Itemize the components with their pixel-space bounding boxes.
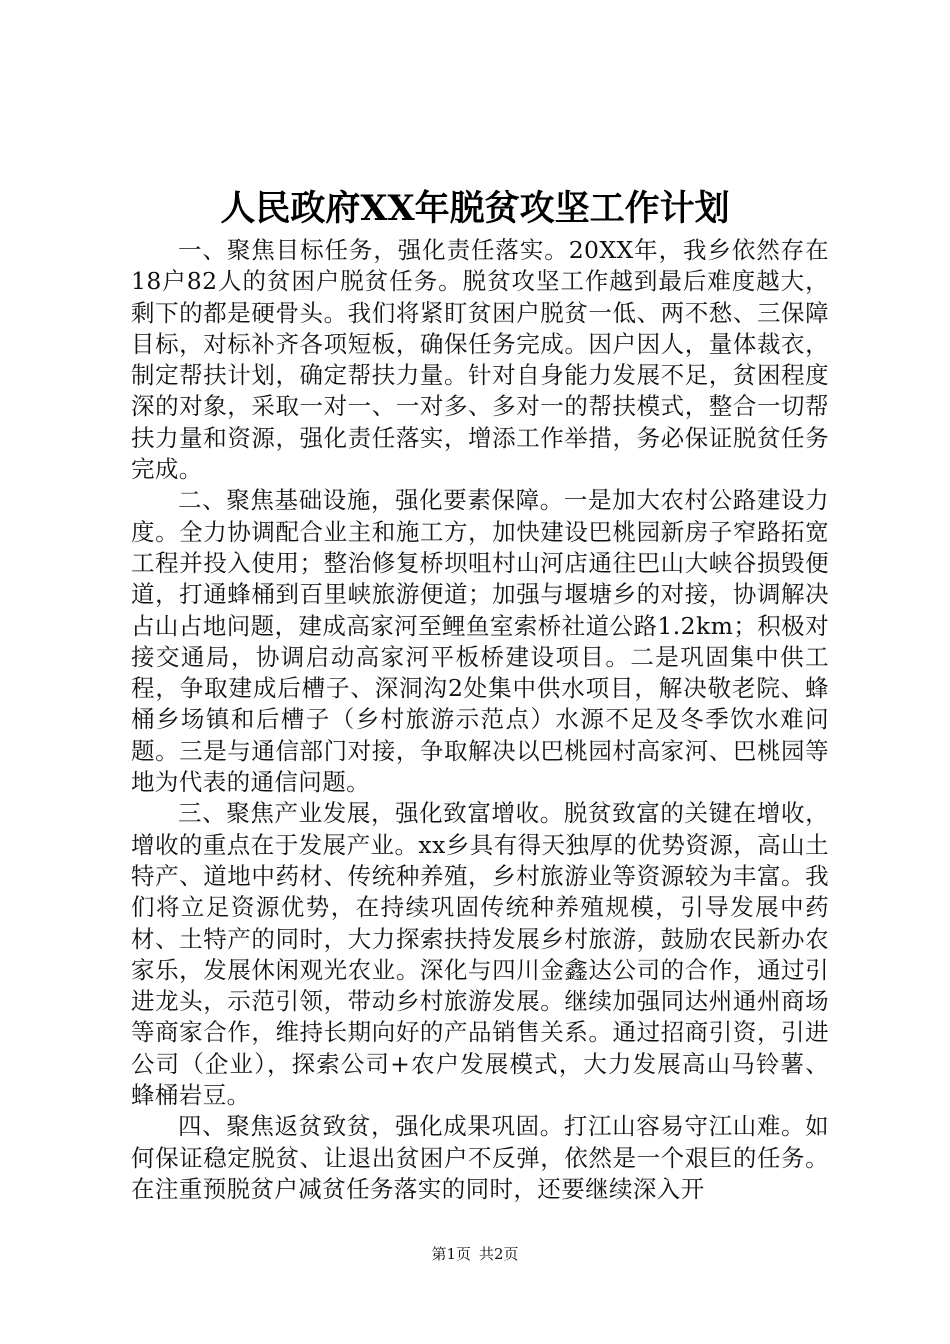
page-number: 第1页 bbox=[431, 1245, 471, 1263]
document-title: 人民政府XX年脱贫攻坚工作计划 bbox=[220, 188, 730, 229]
paragraph-4: 四、聚焦返贫致贫，强化成果巩固。打江山容易守江山难。如何保证稳定脱贫、让退出贫困户不反弹，依然是一个艰巨的任务。在注重预脱贫户减贫任务落实的同时，还要继续深入开 bbox=[131, 1112, 829, 1203]
paragraph-2: 二、聚焦基础设施，强化要素保障。一是加大农村公路建设力度。全力协调配合业主和施工方，加快建设巴桃园新房子窄路拓宽工程并投入使用；整治修复桥坝咀村山河店通往巴山大峡谷损毁便道，打通蜂桶到百里峡旅游便道；加强与堰塘乡的对接，协调解决占山占地问题，建成高家河至鲤鱼室索桥社道公路1.2km；积极对接交通局，协调启动高家河平板桥建设项目。二是巩固集中供工程，争取建成后槽子、深洞沟2处集中供水项目，解决敬老院、蜂桶乡场镇和后槽子（乡村旅游示范点）水源不足及冬季饮水难问题。三是与通信部门对接，争取解决以巴桃园村高家河、巴桃园等地为代表的通信问题。 bbox=[131, 486, 829, 797]
page-total: 共2页 bbox=[479, 1245, 519, 1263]
document-body bbox=[131, 235, 829, 1205]
paragraph-3: 三、聚焦产业发展，强化致富增收。脱贫致富的关键在增收，增收的重点在于发展产业。xx乡具有得天独厚的优势资源，高山土特产、道地中药材、传统种养殖，乡村旅游业等资源较为丰富。我们将立足资源优势，在持续巩固传统种养殖规模，引导发展中药材、土特产的同时，大力探索扶持发展乡村旅游，鼓励农民新办农家乐，发展休闲观光农业。深化与四川金鑫达公司的合作，通过引进龙头，示范引领，带动乡村旅游发展。继续加强同达州通州商场等商家合作，维持长期向好的产品销售关系。通过招商引资，引进公司（企业），探索公司+农户发展模式，大力发展高山马铃薯、蜂桶岩豆。 bbox=[131, 799, 829, 1110]
paragraph-1: 一、聚焦目标任务，强化责任落实。20XX年，我乡依然存在18户82人的贫困户脱贫任务。脱贫攻坚工作越到最后难度越大，剩下的都是硬骨头。我们将紧盯贫困户脱贫一低、两不愁、三保障目标，对标补齐各项短板，确保任务完成。因户因人，量体裁衣，制定帮扶计划，确定帮扶力量。针对自身能力发展不足，贫困程度深的对象，采取一对一、一对多、多对一的帮扶模式，整合一切帮扶力量和资源，强化责任落实，增添工作举措，务必保证脱贫任务完成。 bbox=[131, 236, 829, 484]
page-footer bbox=[0, 1243, 950, 1265]
